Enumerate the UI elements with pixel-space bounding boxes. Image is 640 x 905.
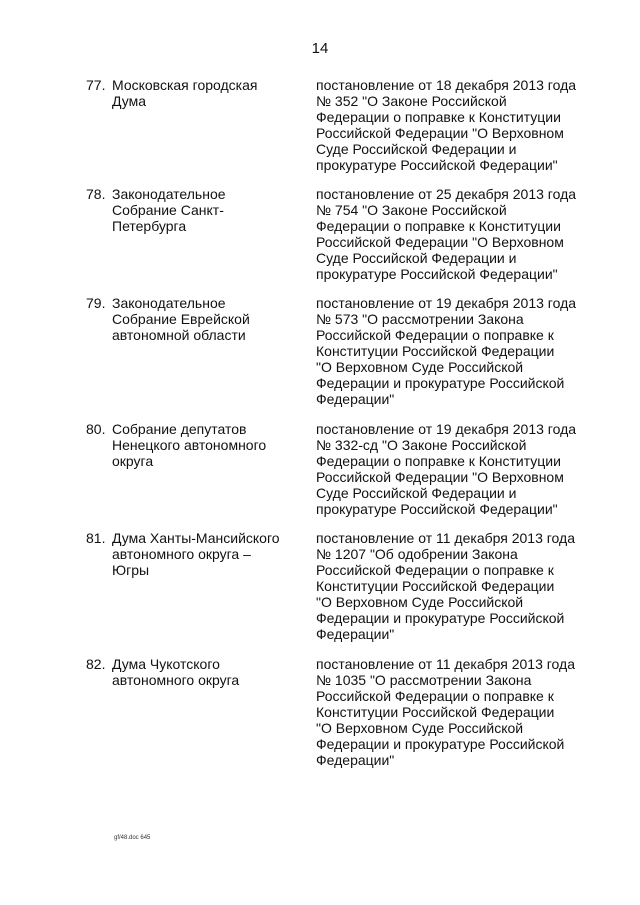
entry-resolution: постановление от 25 декабря 2013 года № 754 "О Законе Российской Федерации о поправке к Конституции Российской Федерации "О Верховном Суде Российской Федерации и прокуратуре Российской Федерации" — [316, 186, 577, 282]
entry-resolution: постановление от 19 декабря 2013 года № 573 "О рассмотрении Закона Российской Федерации о поправке к Конституции Российской Федерации "О Верховном Суде Российской Федерации и прокуратуре Российской Федерации" — [316, 295, 577, 407]
entry-number: 78. — [86, 186, 106, 202]
entry-number: 82. — [86, 656, 106, 672]
entry-body: Законодательное Собрание Еврейской автономной области — [112, 295, 250, 343]
entry-body: Законодательное Собрание Санкт- Петербурга — [112, 186, 226, 234]
entry-body: Дума Ханты-Мансийского автономного округа – Югры — [112, 530, 280, 578]
page-number: 14 — [311, 40, 329, 57]
entry-number: 81. — [86, 530, 106, 546]
entry-number: 80. — [86, 421, 106, 437]
entry-body: Собрание депутатов Ненецкого автономного округа — [112, 421, 267, 469]
entry-resolution: постановление от 18 декабря 2013 года № 352 "О Законе Российской Федерации о поправке к Конституции Российской Федерации "О Верховном Суде Российской Федерации и прокуратуре Российской Федерации" — [316, 77, 577, 173]
entry-number: 77. — [86, 77, 106, 93]
entry-resolution: постановление от 11 декабря 2013 года № 1207 "Об одобрении Закона Российской Федерации о поправке к Конституции Российской Федерации "О Верховном Суде Российской Федерации и прокуратуре Российской Федерации" — [316, 530, 575, 642]
entry-body: Московская городская Дума — [112, 77, 258, 109]
document-footer: gf/48.doc 645 — [114, 835, 151, 841]
entry-resolution: постановление от 11 декабря 2013 года № 1035 "О рассмотрении Закона Российской Федерации о поправке к Конституции Российской Федерации "О Верховном Суде Российской Федерации и прокуратуре Российской Федерации" — [316, 656, 575, 768]
entry-number: 79. — [86, 295, 106, 311]
entry-resolution: постановление от 19 декабря 2013 года № 332-сд "О Законе Российской Федерации о поправке к Конституции Российской Федерации "О Верховном Суде Российской Федерации и прокуратуре Российской Федерации" — [316, 421, 577, 517]
entry-body: Дума Чукотского автономного округа — [112, 656, 240, 688]
